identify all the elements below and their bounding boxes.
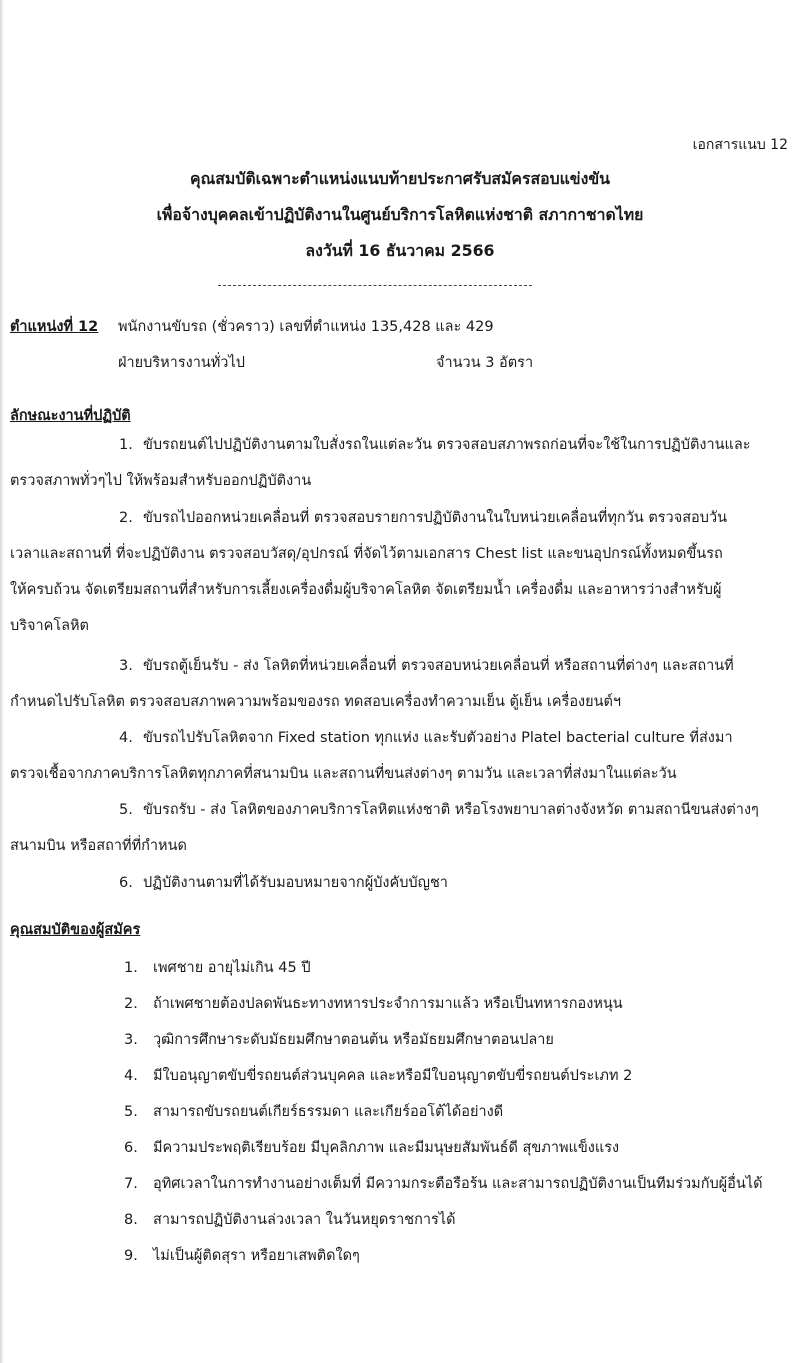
- duty-2-line-3: ให้ครบถ้วน จัดเตรียมสถานที่สำหรับการเลี้ยงเครื่องดื่มผู้บริจาคโลหิต จัดเตรียมน้ำ เครื่องดื่ม และอาหารว่างสำหรับผู้: [10, 582, 722, 598]
- dashed-divider: [218, 285, 532, 286]
- duty-3-line-1: ขับรถตู้เย็นรับ - ส่ง โลหิตที่หน่วยเคลื่อนที่ ตรวจสอบหน่วยเคลื่อนที่ หรือสถานที่ต่างๆ และสถานที่: [143, 658, 734, 674]
- position-label: ตำแหน่งที่ 12: [10, 319, 99, 335]
- qualification-6-number: 6.: [124, 1140, 138, 1156]
- qualification-3-text: วุฒิการศึกษาระดับมัธยมศึกษาตอนต้น หรือมัธยมศึกษาตอนปลาย: [153, 1032, 554, 1048]
- duty-1-line-1: ขับรถยนต์ไปปฏิบัติงานตามใบสั่งรถในแต่ละวัน ตรวจสอบสภาพรถก่อนที่จะใช้ในการปฏิบัติงานและ: [143, 437, 751, 453]
- duty-2-line-2: เวลาและสถานที่ ที่จะปฏิบัติงาน ตรวจสอบวัสดุ/อุปกรณ์ ที่จัดไว้ตามเอกสาร Chest list และขนอุปกรณ์ทั้งหมดขึ้นรถ: [10, 546, 723, 562]
- qualification-9-number: 9.: [124, 1248, 138, 1264]
- duty-3-number: 3.: [119, 658, 133, 674]
- duty-2-number: 2.: [119, 510, 133, 526]
- qualification-5-number: 5.: [124, 1104, 138, 1120]
- position-count: จำนวน 3 อัตรา: [436, 355, 534, 371]
- duty-3-line-2: กำหนดไปรับโลหิต ตรวจสอบสภาพความพร้อมของรถ ทดสอบเครื่องทำความเย็น ตู้เย็น เครื่องยนต์ฯ: [10, 694, 622, 710]
- position-department: ฝ่ายบริหารงานทั่วไป: [118, 355, 245, 371]
- qualification-2-number: 2.: [124, 996, 138, 1012]
- document-title-line-2: เพื่อจ้างบุคคลเข้าปฏิบัติงานในศูนย์บริการโลหิตแห่งชาติ สภากาชาดไทย: [156, 205, 644, 224]
- document-title-line-3: ลงวันที่ 16 ธันวาคม 2566: [305, 241, 495, 260]
- qualification-9-text: ไม่เป็นผู้ติดสุรา หรือยาเสพติดใดๆ: [153, 1248, 360, 1264]
- position-title: พนักงานขับรถ (ชั่วคราว) เลขที่ตำแหน่ง 135,428 และ 429: [118, 319, 494, 335]
- qualification-1-text: เพศชาย อายุไม่เกิน 45 ปี: [153, 960, 311, 976]
- qualification-4-text: มีใบอนุญาตขับขี่รถยนต์ส่วนบุคคล และหรือมีใบอนุญาตขับขี่รถยนต์ประเภท 2: [153, 1068, 633, 1084]
- document-title-line-1: คุณสมบัติเฉพาะตำแหน่งแนบท้ายประกาศรับสมัครสอบแข่งขัน: [190, 169, 610, 188]
- duty-4-number: 4.: [119, 730, 133, 746]
- qualification-7-text: อุทิศเวลาในการทำงานอย่างเต็มที่ มีความกระตือรือร้น และสามารถปฏิบัติงานเป็นทีมร่วมกับผู้อื่นได้: [153, 1176, 763, 1192]
- qualification-3-number: 3.: [124, 1032, 138, 1048]
- page-edge-shadow: [0, 0, 4, 1363]
- qualification-5-text: สามารถขับรถยนต์เกียร์ธรรมดา และเกียร์ออโต้ได้อย่างดี: [153, 1104, 504, 1120]
- qualification-7-number: 7.: [124, 1176, 138, 1192]
- duty-4-line-1: ขับรถไปรับโลหิตจาก Fixed station ทุกแห่ง และรับตัวอย่าง Platel bacterial culture ที่ส่งมา: [143, 730, 733, 746]
- qualification-6-text: มีความประพฤติเรียบร้อย มีบุคลิกภาพ และมีมนุษยสัมพันธ์ดี สุขภาพแข็งแรง: [153, 1140, 620, 1156]
- qualification-2-text: ถ้าเพศชายต้องปลดพันธะทางทหารประจำการมาแล้ว หรือเป็นทหารกองหนุน: [153, 996, 623, 1012]
- duty-6-line-1: ปฏิบัติงานตามที่ได้รับมอบหมายจากผู้บังคับบัญชา: [143, 875, 448, 891]
- duty-4-line-2: ตรวจเชื้อจากภาคบริการโลหิตทุกภาคที่สนามบิน และสถานที่ขนส่งต่างๆ ตามวัน และเวลาที่ส่งมาในแต่ละวัน: [10, 766, 677, 782]
- duty-2-line-1: ขับรถไปออกหน่วยเคลื่อนที่ ตรวจสอบรายการปฏิบัติงานในใบหน่วยเคลื่อนที่ทุกวัน ตรวจสอบวัน: [143, 510, 728, 526]
- attachment-label: เอกสารแนบ 12: [692, 137, 788, 153]
- duty-6-number: 6.: [119, 875, 133, 891]
- qualification-4-number: 4.: [124, 1068, 138, 1084]
- duty-5-number: 5.: [119, 802, 133, 818]
- qualification-8-text: สามารถปฏิบัติงานล่วงเวลา ในวันหยุดราชการได้: [153, 1212, 456, 1228]
- qualification-1-number: 1.: [124, 960, 138, 976]
- duty-5-line-2: สนามบิน หรือสถาที่ที่กำหนด: [10, 838, 187, 854]
- duty-5-line-1: ขับรถรับ - ส่ง โลหิตของภาคบริการโลหิตแห่งชาติ หรือโรงพยาบาลต่างจังหวัด ตามสถานีขนส่งต่างๆ: [143, 802, 759, 818]
- duty-2-line-4: บริจาคโลหิต: [10, 618, 89, 634]
- duty-1-number: 1.: [119, 437, 133, 453]
- qualifications-heading: คุณสมบัติของผู้สมัคร: [10, 922, 141, 938]
- duty-1-line-2: ตรวจสภาพทั่วๆไป ให้พร้อมสำหรับออกปฏิบัติงาน: [10, 473, 312, 489]
- duties-heading: ลักษณะงานที่ปฏิบัติ: [10, 408, 131, 424]
- qualification-8-number: 8.: [124, 1212, 138, 1228]
